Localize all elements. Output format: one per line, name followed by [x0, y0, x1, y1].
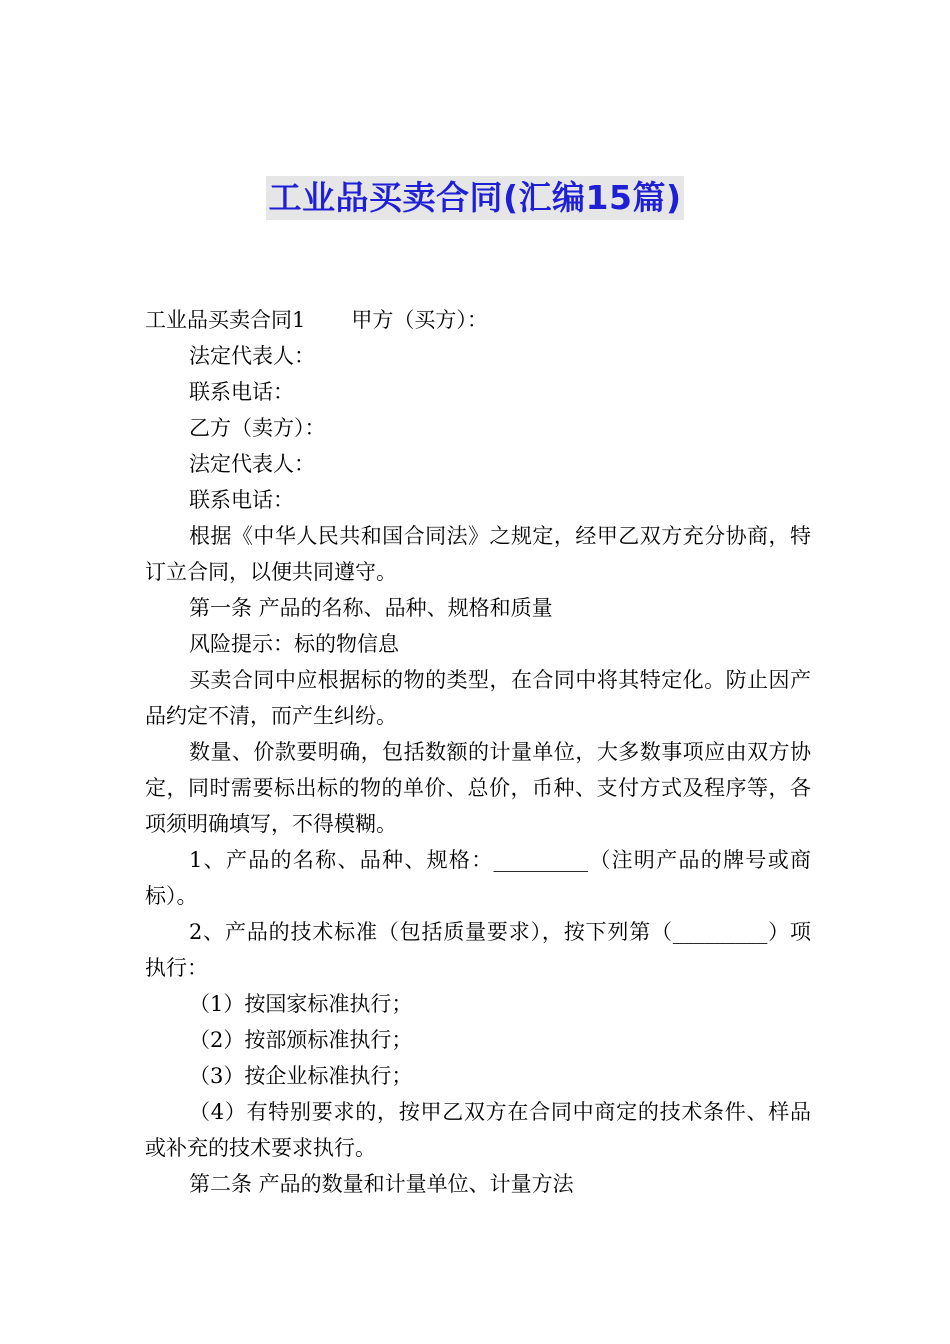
paragraph-heading-line — [145, 302, 811, 338]
contract-heading: 工业品买卖合同1 — [145, 308, 306, 332]
title-container — [0, 176, 950, 220]
paragraph: 风险提示：标的物信息 — [189, 632, 399, 656]
paragraph: 根据《中华人民共和国合同法》之规定，经甲乙双方充分协商，特订立合同，以便共同遵守。 — [145, 524, 811, 584]
document-body — [145, 302, 811, 1202]
article-heading: 第一条 产品的名称、品种、规格和质量 — [189, 596, 553, 620]
paragraph: 2、产品的技术标准（包括质量要求），按下列第（_________）项执行： — [145, 920, 811, 980]
paragraph: 法定代表人： — [189, 344, 315, 368]
paragraph: 乙方（卖方）： — [189, 416, 326, 440]
paragraph: （4）有特别要求的，按甲乙双方在合同中商定的技术条件、样品或补充的技术要求执行。 — [145, 1100, 811, 1160]
article-heading: 第二条 产品的数量和计量单位、计量方法 — [189, 1172, 574, 1196]
paragraph: 数量、价款要明确，包括数额的计量单位，大多数事项应由双方协定，同时需要标出标的物的单价、总价，币种、支付方式及程序等，各项须明确填写，不得模糊。 — [145, 740, 811, 836]
paragraph: 法定代表人： — [189, 452, 315, 476]
paragraph: 联系电话： — [189, 488, 294, 512]
party-a-label: 甲方（买方）： — [351, 308, 488, 332]
paragraph: （3）按企业标准执行； — [189, 1064, 413, 1088]
paragraph: （2）按部颁标准执行； — [189, 1028, 413, 1052]
document-title: 工业品买卖合同(汇编15篇) — [266, 176, 683, 220]
paragraph: 联系电话： — [189, 380, 294, 404]
paragraph: （1）按国家标准执行； — [189, 992, 413, 1016]
paragraph: 1、产品的名称、品种、规格：_________（注明产品的牌号或商标）。 — [145, 848, 811, 908]
paragraph: 买卖合同中应根据标的物的类型，在合同中将其特定化。防止因产品约定不清，而产生纠纷。 — [145, 668, 811, 728]
